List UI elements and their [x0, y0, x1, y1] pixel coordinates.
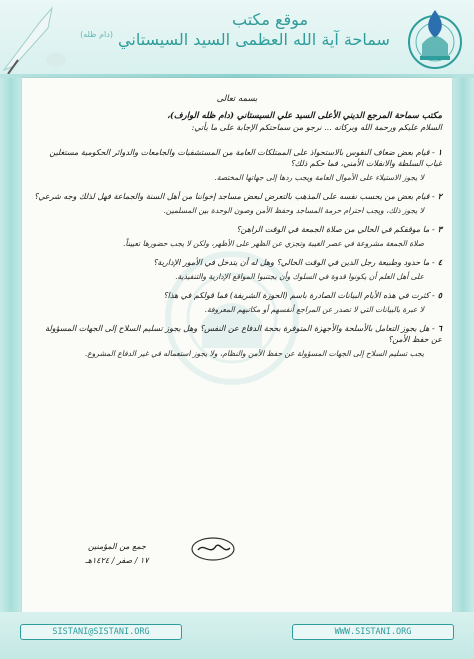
question-number: ٤	[437, 257, 442, 267]
office-title	[74, 30, 396, 49]
answer-text: على أهل العلم أن يكونوا قدوة في السلوك وأن يجتنبوا المواقع الإدارية والتنفيذية.	[175, 272, 424, 281]
office-seal-icon	[190, 536, 236, 562]
question-1: ١- قيام بعض ضعاف النفوس بالاستحواذ على الممتلكات العامة من المستشفيات والجامعات والدوائر الحكومية مستغلين غياب السلطة والانفلات الأمني، فما حكم ذلك؟ لا يجوز الاستيلاء على الأموال العامة ويجب ردها إلى جهاتها المختصة.	[32, 147, 442, 183]
office-name: سماحة آية الله العظمى السيد السيستاني	[118, 30, 390, 49]
answer-text: لا يجوز ذلك، ويجب احترام حرمة المساجد وحفظ الأمن وصون الوحدة بين المسلمين.	[163, 206, 424, 215]
question-number: ٣	[437, 224, 442, 234]
question-text: كثرت في هذه الأيام البيانات الصادرة باسم (الحوزة الشريفة) فما قولكم في هذا؟	[163, 291, 430, 300]
letter-date: ١٧ / صفر / ١٤٢٤هـ	[85, 556, 149, 565]
answer-text: لا يجوز الاستيلاء على الأموال العامة ويجب ردها إلى جهاتها المختصة.	[214, 173, 424, 182]
answer-text: لا عبرة بالبيانات التي لا تصدر عن المراجع أنفسهم أو مكاتبهم المعروفة.	[204, 305, 424, 314]
question-text: قيام بعض ضعاف النفوس بالاستحواذ على الممتلكات العامة من المستشفيات والجامعات والدوائر الحكومية مستغلين غياب السلطة والانفلات الأمني، فما حكم ذلك؟	[49, 148, 442, 168]
website-link[interactable]: WWW.SISTANI.ORG	[292, 624, 454, 640]
question-number: ١	[437, 147, 442, 157]
quill-icon	[0, 0, 70, 78]
answer-text: يجب تسليم السلاح إلى الجهات المسؤولة عن حفظ الأمن والنظام، ولا يجوز استعماله في غير الدفاع المشروع.	[84, 349, 424, 358]
question-text: ما حدود وطبيعة رجل الدين في الوقت الحالي؟ وهل له أن يتدخل في الأمور الإدارية؟	[153, 258, 430, 267]
right-decor-band	[452, 78, 474, 612]
question-text: قيام بعض من يحسب نفسه على المذهب بالتعرض لبعض مساجد إخواننا من أهل السنة والجماعة فهل لذلك وجه شرعي؟	[34, 192, 430, 201]
question-number: ٥	[437, 290, 442, 300]
signature-block	[62, 540, 172, 568]
signoff: جمع من المؤمنين	[88, 542, 146, 551]
greeting: السلام عليكم ورحمة الله وبركاته ... نرجو من سماحتكم الإجابة على ما يأتي:	[191, 123, 442, 132]
question-number: ٦	[437, 323, 442, 333]
letter-sheet	[22, 78, 452, 612]
honorific: (دام ظله)	[80, 30, 113, 39]
email-link[interactable]: SISTANI@SISTANI.ORG	[20, 624, 182, 640]
question-number: ٢	[437, 191, 442, 201]
question-4: ٤- ما حدود وطبيعة رجل الدين في الوقت الحالي؟ وهل له أن يتدخل في الأمور الإدارية؟ على أهل العلم أن يكونوا قدوة في السلوك وأن يجتنبوا المواقع الإدارية والتنفيذية.	[32, 257, 442, 282]
question-text: ما موقفكم في الحالي من صلاة الجمعة في الوقت الراهن؟	[236, 225, 430, 234]
letter-body	[32, 94, 442, 359]
site-footer	[0, 612, 474, 659]
site-title: موقع مكتب	[231, 10, 309, 29]
basmala: بسمه تعالى	[216, 94, 258, 104]
question-3: ٣- ما موقفكم في الحالي من صلاة الجمعة في الوقت الراهن؟ صلاة الجمعة مشروعة في عصر الغيبة وتجزي عن الظهر على الأظهر، ولكن لا يجب حضورها تعييناً.	[32, 224, 442, 249]
question-5: ٥- كثرت في هذه الأيام البيانات الصادرة باسم (الحوزة الشريفة) فما قولكم في هذا؟ لا عبرة بالبيانات التي لا تصدر عن المراجع أنفسهم أو مكاتبهم المعروفة.	[32, 290, 442, 315]
addressee: مكتب سماحة المرجع الديني الأعلى السيد علي السيستاني (دام ظله الوارف)،	[167, 111, 442, 121]
left-decor-band	[0, 78, 22, 612]
question-text: هل يجوز التعامل بالأسلحة والأجهزة المتوفرة بحجة الدفاع عن النفس؟ وهل يجوز تسليم السلاح إلى الجهات المسؤولة عن حفظ الأمن؟	[45, 324, 442, 344]
question-6: ٦- هل يجوز التعامل بالأسلحة والأجهزة المتوفرة بحجة الدفاع عن النفس؟ وهل يجوز تسليم السلاح إلى الجهات المسؤولة عن حفظ الأمن؟ يجب تسليم السلاح إلى الجهات المسؤولة عن حفظ الأمن والنظام، ولا يجوز استعماله في غير الدفاع المشروع.	[32, 323, 442, 359]
answer-text: صلاة الجمعة مشروعة في عصر الغيبة وتجزي عن الظهر على الأظهر، ولكن لا يجب حضورها تعييناً.	[123, 239, 424, 248]
site-header	[0, 0, 474, 78]
question-2: ٢- قيام بعض من يحسب نفسه على المذهب بالتعرض لبعض مساجد إخواننا من أهل السنة والجماعة فهل لذلك وجه شرعي؟ لا يجوز ذلك، ويجب احترام حرمة المساجد وحفظ الأمن وصون الوحدة بين المسلمين.	[34, 191, 442, 215]
dome-logo-icon[interactable]	[402, 4, 468, 74]
